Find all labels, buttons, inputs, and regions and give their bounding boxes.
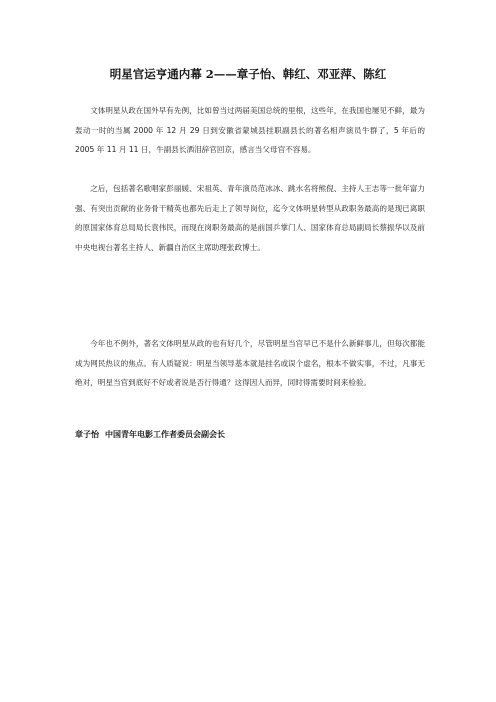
paragraph-1: 文体明星从政在国外早有先例，比如曾当过两届美国总统的里根，这些年，在我国也屡见不鲜，最为轰动一时的当属 2000 年 12 月 29 日到安徽省蒙城县挂职副县长的著名相声演员牛群了，5 年后的 2005 年 11 月 11 日，牛副县长洒泪辞官回京，感言当父母官不容易。	[75, 106, 425, 154]
paragraph-3: 今年也不例外，著名文体明星从政的也有好几个，尽管明星当官早已不是什么新鲜事儿，但每次都能成为网民热议的焦点。有人质疑说：明星当领导基本就是挂名或误个虚名，根本不做实事，不过，凡事无绝对，明星当官到底好不好或者说是否行得通？这得因人而异，同时得需要时间来检验。	[75, 339, 425, 387]
section-heading-name: 章子怡	[75, 430, 99, 439]
section-heading	[75, 427, 225, 443]
document-title: 明星官运亨通内幕 2——章子怡、韩红、邓亚萍、陈红	[109, 67, 387, 81]
section-heading-position: 中国青年电影工作者委员会副会长	[105, 430, 225, 439]
paragraph-2: 之后，包括著名歌唱家彭丽媛、宋祖英、青年演员范冰冰、跳水名将熊倪、主持人王志等一批年富力强、有突出贡献的业务骨干精英也都先后走上了领导岗位，迄今文体明星转型从政职务最高的是现已离职的原国家体育总局局长袁伟民，而现在岗职务最高的是前国乒掌门人、国家体育总局副局长蔡振华以及前中央电视台著名主持人、新疆自治区主席助理张政博士。	[75, 184, 425, 252]
